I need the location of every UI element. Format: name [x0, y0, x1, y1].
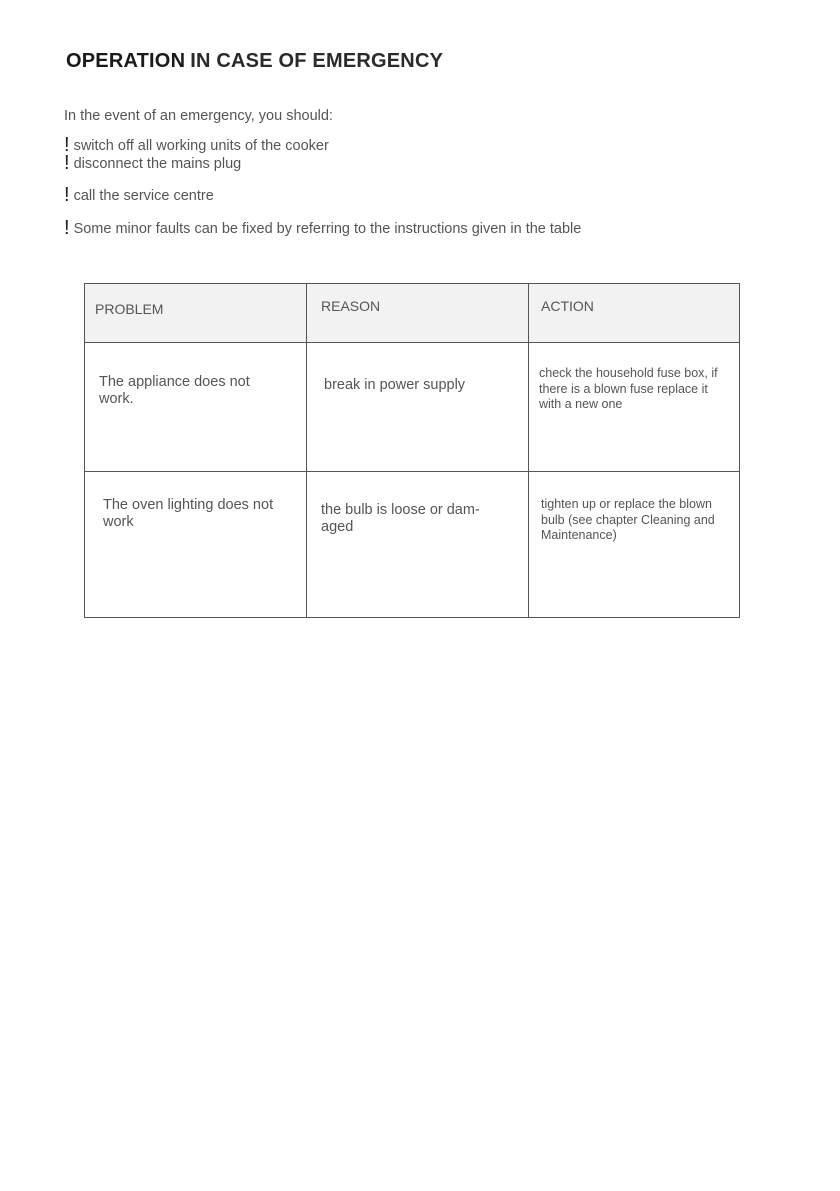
- header-action: ACTION: [529, 284, 740, 343]
- page-title: [66, 48, 443, 74]
- cell-reason: break in power supply: [307, 343, 529, 472]
- exclamation-icon: !: [64, 217, 70, 239]
- list-item: [64, 219, 581, 238]
- list-item: [64, 154, 241, 173]
- cell-reason: the bulb is loose or dam-aged: [307, 472, 529, 618]
- cell-action: tighten up or replace the blown bulb (see chapter Cleaning and Maintenance): [529, 472, 740, 618]
- title-operation: OPERATION: [66, 50, 186, 72]
- list-item-text: call the service centre: [73, 188, 214, 204]
- header-problem: PROBLEM: [85, 284, 307, 343]
- cell-problem: The oven lighting does not work: [85, 472, 307, 618]
- intro-text: In the event of an emergency, you should:: [64, 108, 333, 124]
- title-emergency: IN CASE OF EMERGENCY: [190, 50, 444, 72]
- list-item-text: disconnect the mains plug: [73, 156, 242, 172]
- header-reason: REASON: [307, 284, 529, 343]
- cell-action: check the household fuse box, if there is a blown fuse replace it with a new one: [529, 343, 740, 472]
- exclamation-icon: !: [64, 184, 70, 206]
- table-header-row: [85, 284, 740, 343]
- exclamation-icon: !: [64, 152, 70, 174]
- list-item-text: Some minor faults can be fixed by referring to the instructions given in the table: [73, 221, 582, 237]
- troubleshooting-table: [84, 283, 740, 618]
- exclamation-icon: !: [64, 134, 70, 156]
- list-item-text: switch off all working units of the cooker: [73, 138, 329, 154]
- table-row: [85, 343, 740, 472]
- table-row: [85, 472, 740, 618]
- cell-problem: The appliance does not work.: [85, 343, 307, 472]
- list-item: [64, 186, 214, 205]
- list-item: [64, 136, 329, 155]
